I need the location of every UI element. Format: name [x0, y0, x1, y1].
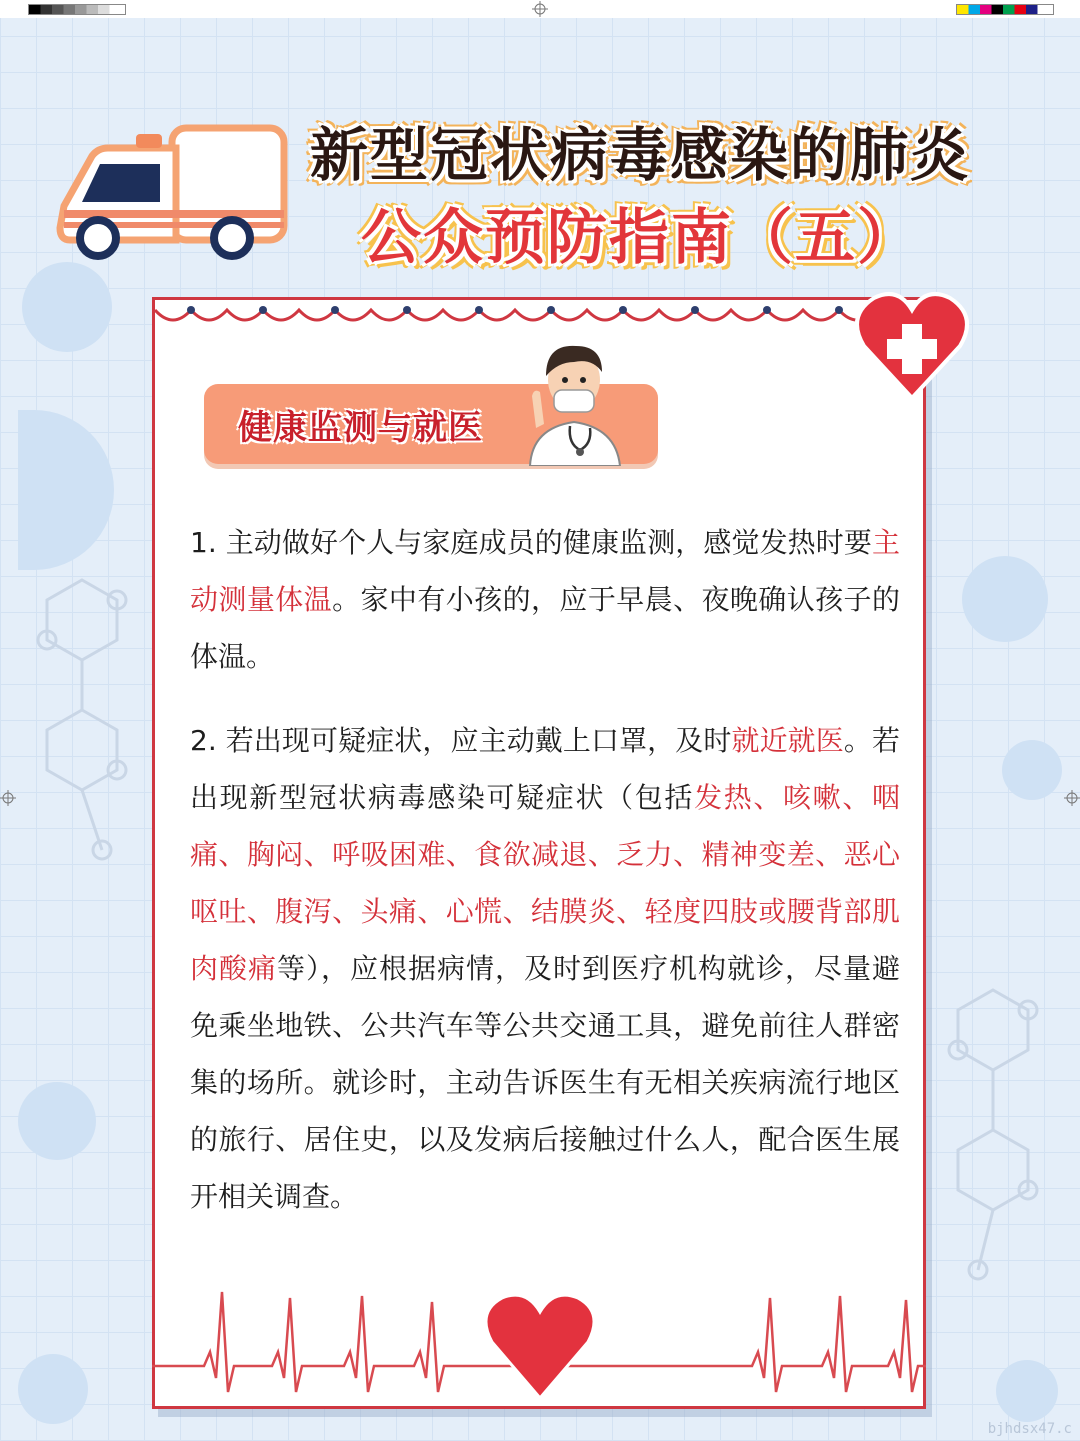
scalloped-border-decoration [155, 300, 923, 340]
decor-bubble [22, 262, 112, 352]
heart-cross-icon [852, 286, 972, 406]
print-trim-bar [0, 0, 1080, 18]
decor-bubble [18, 1082, 96, 1160]
text-run: 。家中有小孩的，应于早晨、夜晚确认孩子的体温。 [190, 583, 900, 673]
decor-bubble [18, 1354, 88, 1424]
paragraph-1 [190, 514, 900, 685]
highlight-text: 主动测量体温 [190, 526, 900, 616]
color-swatch-strip [956, 4, 1054, 15]
text-run: 等），应根据病情，及时到医疗机构就诊，尽量避免乘坐地铁、公共汽车等公共交通工具，避免前往人群密集的场所。就诊时，主动告诉医生有无相关疾病流行地区的旅行、居住史，以及发病后接触过什么人，配合医生展开相关调查。 [190, 952, 900, 1213]
registration-mark-icon [532, 1, 548, 17]
gray-swatch-strip [28, 4, 126, 15]
page-title-line2: 公众预防指南（五） [361, 203, 919, 273]
highlight-text: 发热、咳嗽、咽痛、胸闷、呼吸困难、食欲减退、乏力、精神变差、恶心呕吐、腹泻、头痛、心慌、结膜炎、轻度四肢或腰背部肌肉酸痛 [190, 781, 900, 985]
molecule-decoration-icon [22, 560, 152, 880]
molecule-decoration-icon [928, 960, 1058, 1290]
article-body [190, 514, 900, 1252]
text-run: 1. 主动做好个人与家庭成员的健康监测，感觉发热时要 [190, 526, 872, 559]
highlight-text: 就近就医 [731, 724, 844, 757]
registration-mark-icon [0, 790, 16, 806]
page-title-line1: 新型冠状病毒感染的肺炎 [309, 121, 970, 189]
text-run: 2. 若出现可疑症状，应主动戴上口罩，及时 [190, 724, 732, 757]
decor-bubble [962, 556, 1048, 642]
watermark: bjhdsx47.c [987, 1421, 1072, 1437]
decor-bubble [18, 410, 114, 570]
registration-mark-icon [1064, 790, 1080, 806]
section-title: 健康监测与就医 [238, 408, 483, 448]
ambulance-icon [52, 120, 292, 260]
ecg-line-icon [152, 1282, 926, 1408]
paragraph-2 [190, 712, 900, 1225]
decor-bubble [1002, 740, 1062, 800]
decor-bubble [996, 1360, 1058, 1422]
heart-icon [486, 1295, 594, 1398]
text-run: 。若出现新型冠状病毒感染可疑症状（包括 [190, 724, 900, 814]
doctor-icon [510, 336, 640, 466]
